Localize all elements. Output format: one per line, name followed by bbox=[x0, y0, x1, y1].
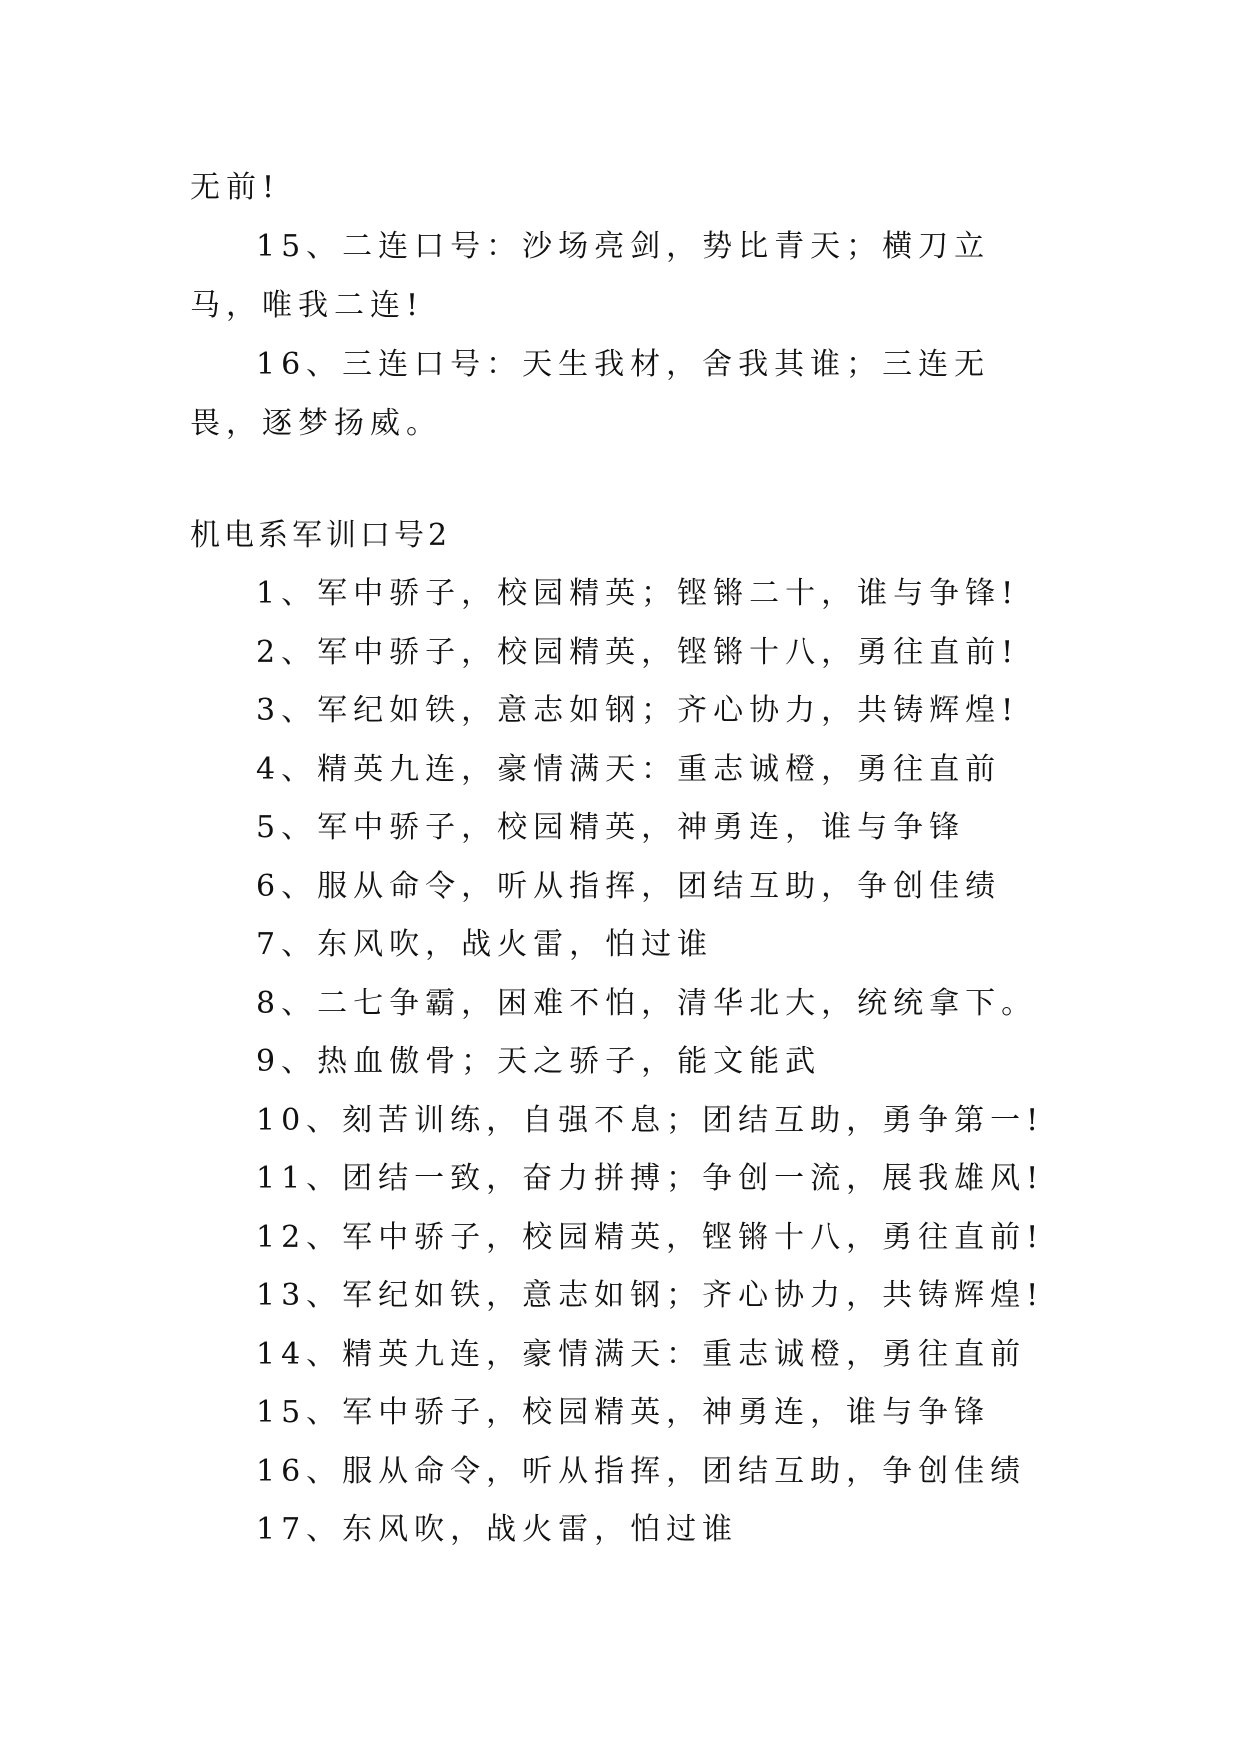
list-item: 11、团结一致，奋力拼搏；争创一流，展我雄风! bbox=[256, 1161, 1045, 1196]
list-item: 17、东风吹，战火雷，怕过谁 bbox=[256, 1512, 739, 1547]
list-item: 12、军中骄子，校园精英，铿锵十八，勇往直前! bbox=[256, 1219, 1045, 1255]
list-item: 4、精英九连，豪情满天：重志诚橙，勇往直前 bbox=[256, 751, 1002, 787]
list-item: 8、二七争霸，困难不怕，清华北大，统统拿下。 bbox=[256, 985, 1038, 1021]
list-item: 9、热血傲骨；天之骄子，能文能武 bbox=[256, 1044, 822, 1079]
slogan-paragraph: 15、二连口号：沙场亮剑，势比青天；横刀立马，唯我二连! bbox=[190, 229, 991, 323]
list-item: 5、军中骄子，校园精英，神勇连，谁与争锋 bbox=[256, 810, 966, 845]
list-item: 14、精英九连，豪情满天：重志诚橙，勇往直前 bbox=[256, 1336, 1027, 1372]
list-item: 3、军纪如铁，意志如钢；齐心协力，共铸辉煌! bbox=[256, 693, 1020, 728]
document-body bbox=[190, 158, 1050, 1560]
list-item: 15、军中骄子，校园精英，神勇连，谁与争锋 bbox=[256, 1395, 991, 1430]
list-item: 6、服从命令，听从指挥，团结互助，争创佳绩 bbox=[256, 868, 1002, 904]
list-item: 16、服从命令，听从指挥，团结互助，争创佳绩 bbox=[256, 1453, 1027, 1489]
list-item: 1、军中骄子，校园精英；铿锵二十，谁与争锋! bbox=[256, 576, 1020, 611]
list-item: 13、军纪如铁，意志如钢；齐心协力，共铸辉煌! bbox=[256, 1278, 1045, 1313]
continuation-line: 无前! bbox=[190, 170, 281, 205]
list-item: 10、刻苦训练，自强不息；团结互助，勇争第一! bbox=[256, 1102, 1045, 1138]
list-item: 2、军中骄子，校园精英，铿锵十八，勇往直前! bbox=[256, 634, 1020, 670]
section-title: 机电系军训口号2 bbox=[190, 518, 452, 553]
list-item: 7、东风吹，战火雷，怕过谁 bbox=[256, 927, 714, 962]
slogan-paragraph: 16、三连口号：天生我材，舍我其谁；三连无畏，逐梦扬威。 bbox=[190, 347, 991, 441]
slogan-list bbox=[190, 565, 1050, 1560]
